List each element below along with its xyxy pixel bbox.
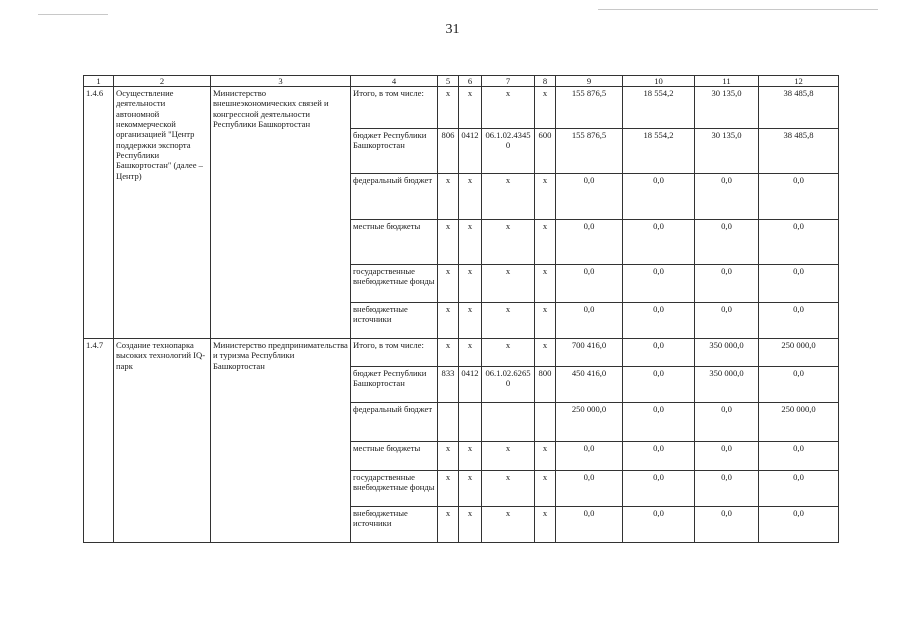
cell-c10: 18 554,2 [623, 129, 695, 174]
cell-c9: 0,0 [556, 303, 623, 339]
cell-c5: x [438, 442, 459, 471]
cell-c12: 0,0 [759, 507, 839, 543]
cell-c8: 800 [535, 367, 556, 403]
cell-c5: x [438, 220, 459, 265]
col-header: 2 [114, 76, 211, 87]
scan-artifact-line-right [598, 9, 878, 10]
cell-c5: x [438, 339, 459, 367]
cell-c6: x [459, 87, 482, 129]
budget-table [83, 75, 839, 543]
cell-c9: 250 000,0 [556, 403, 623, 442]
cell-c9: 155 876,5 [556, 129, 623, 174]
ministry-name: Министерство внешнеэкономических связей и конгрессной деятельности Республики Башкортостан [211, 87, 351, 339]
cell-c10: 0,0 [623, 265, 695, 303]
cell-c6: x [459, 339, 482, 367]
cell-c9: 700 416,0 [556, 339, 623, 367]
cell-c10: 0,0 [623, 303, 695, 339]
cell-c8: x [535, 174, 556, 220]
cell-c5: x [438, 265, 459, 303]
cell-c6: x [459, 265, 482, 303]
col-header: 7 [482, 76, 535, 87]
cell-c7: x [482, 507, 535, 543]
funding-source: местные бюджеты [351, 442, 438, 471]
cell-c5: x [438, 471, 459, 507]
cell-c10: 0,0 [623, 442, 695, 471]
col-header: 9 [556, 76, 623, 87]
cell-c11: 0,0 [695, 403, 759, 442]
funding-source: бюджет Республики Башкортостан [351, 367, 438, 403]
cell-c11: 0,0 [695, 303, 759, 339]
funding-source: федеральный бюджет [351, 403, 438, 442]
item-code: 1.4.7 [84, 339, 114, 543]
col-header: 8 [535, 76, 556, 87]
cell-c12: 250 000,0 [759, 339, 839, 367]
cell-c12: 0,0 [759, 367, 839, 403]
table-row [84, 87, 839, 129]
item-name: Создание технопарка высоких технологий IQ-парк [114, 339, 211, 543]
cell-c11: 30 135,0 [695, 87, 759, 129]
cell-c12: 250 000,0 [759, 403, 839, 442]
cell-c11: 0,0 [695, 507, 759, 543]
cell-c12: 0,0 [759, 265, 839, 303]
cell-c6: x [459, 174, 482, 220]
cell-c9: 0,0 [556, 174, 623, 220]
col-header: 12 [759, 76, 839, 87]
cell-c8: x [535, 87, 556, 129]
cell-c6: x [459, 442, 482, 471]
cell-c12: 38 485,8 [759, 129, 839, 174]
cell-c10: 0,0 [623, 507, 695, 543]
cell-c6: 0412 [459, 129, 482, 174]
cell-c7: x [482, 87, 535, 129]
cell-c10: 18 554,2 [623, 87, 695, 129]
cell-c11: 0,0 [695, 471, 759, 507]
cell-c10: 0,0 [623, 339, 695, 367]
col-header: 10 [623, 76, 695, 87]
col-header: 3 [211, 76, 351, 87]
cell-c12: 0,0 [759, 174, 839, 220]
funding-source: бюджет Республики Башкортостан [351, 129, 438, 174]
cell-c7: x [482, 174, 535, 220]
cell-c6: x [459, 220, 482, 265]
cell-c5: x [438, 303, 459, 339]
col-header: 1 [84, 76, 114, 87]
cell-c5: 833 [438, 367, 459, 403]
cell-c12: 0,0 [759, 471, 839, 507]
cell-c10: 0,0 [623, 367, 695, 403]
cell-c11: 30 135,0 [695, 129, 759, 174]
cell-c8 [535, 403, 556, 442]
cell-c7: x [482, 220, 535, 265]
cell-c6 [459, 403, 482, 442]
funding-source: местные бюджеты [351, 220, 438, 265]
cell-c9: 0,0 [556, 442, 623, 471]
cell-c11: 0,0 [695, 265, 759, 303]
cell-c7: x [482, 265, 535, 303]
col-header: 5 [438, 76, 459, 87]
header-row [84, 76, 839, 87]
cell-c8: x [535, 442, 556, 471]
cell-c10: 0,0 [623, 403, 695, 442]
cell-c6: 0412 [459, 367, 482, 403]
item-code: 1.4.6 [84, 87, 114, 339]
cell-c8: 600 [535, 129, 556, 174]
cell-c11: 0,0 [695, 442, 759, 471]
cell-c10: 0,0 [623, 220, 695, 265]
cell-c5 [438, 403, 459, 442]
cell-c7: x [482, 442, 535, 471]
item-name: Осуществление деятельности автономной некоммерческой организацией "Центр поддержки экспорта Республики Башкортостан" (далее – Центр) [114, 87, 211, 339]
cell-c8: x [535, 265, 556, 303]
cell-c7: 06.1.02.62650 [482, 367, 535, 403]
cell-c5: 806 [438, 129, 459, 174]
cell-c6: x [459, 507, 482, 543]
table-row [84, 339, 839, 367]
cell-c11: 0,0 [695, 174, 759, 220]
funding-source: внебюджетные источники [351, 507, 438, 543]
cell-c7: x [482, 339, 535, 367]
funding-source: Итого, в том числе: [351, 339, 438, 367]
cell-c6: x [459, 471, 482, 507]
cell-c5: x [438, 174, 459, 220]
cell-c7: 06.1.02.43450 [482, 129, 535, 174]
cell-c8: x [535, 220, 556, 265]
col-header: 4 [351, 76, 438, 87]
cell-c11: 350 000,0 [695, 339, 759, 367]
col-header: 6 [459, 76, 482, 87]
cell-c5: x [438, 507, 459, 543]
scan-artifact-line-left [38, 14, 108, 15]
funding-source: федеральный бюджет [351, 174, 438, 220]
cell-c9: 155 876,5 [556, 87, 623, 129]
cell-c6: x [459, 303, 482, 339]
cell-c7: x [482, 471, 535, 507]
cell-c11: 0,0 [695, 220, 759, 265]
cell-c9: 450 416,0 [556, 367, 623, 403]
cell-c8: x [535, 303, 556, 339]
funding-source: государственные внебюджетные фонды [351, 471, 438, 507]
cell-c12: 38 485,8 [759, 87, 839, 129]
funding-source: внебюджетные источники [351, 303, 438, 339]
cell-c7 [482, 403, 535, 442]
cell-c12: 0,0 [759, 303, 839, 339]
cell-c9: 0,0 [556, 507, 623, 543]
funding-source: Итого, в том числе: [351, 87, 438, 129]
col-header: 11 [695, 76, 759, 87]
cell-c9: 0,0 [556, 220, 623, 265]
ministry-name: Министерство предпринимательства и туризма Республики Башкортостан [211, 339, 351, 543]
cell-c8: x [535, 339, 556, 367]
cell-c7: x [482, 303, 535, 339]
cell-c10: 0,0 [623, 471, 695, 507]
page-number: 31 [445, 22, 460, 37]
cell-c12: 0,0 [759, 220, 839, 265]
cell-c10: 0,0 [623, 174, 695, 220]
cell-c9: 0,0 [556, 265, 623, 303]
cell-c9: 0,0 [556, 471, 623, 507]
cell-c8: x [535, 507, 556, 543]
cell-c12: 0,0 [759, 442, 839, 471]
cell-c8: x [535, 471, 556, 507]
cell-c5: x [438, 87, 459, 129]
funding-source: государственные внебюджетные фонды [351, 265, 438, 303]
cell-c11: 350 000,0 [695, 367, 759, 403]
